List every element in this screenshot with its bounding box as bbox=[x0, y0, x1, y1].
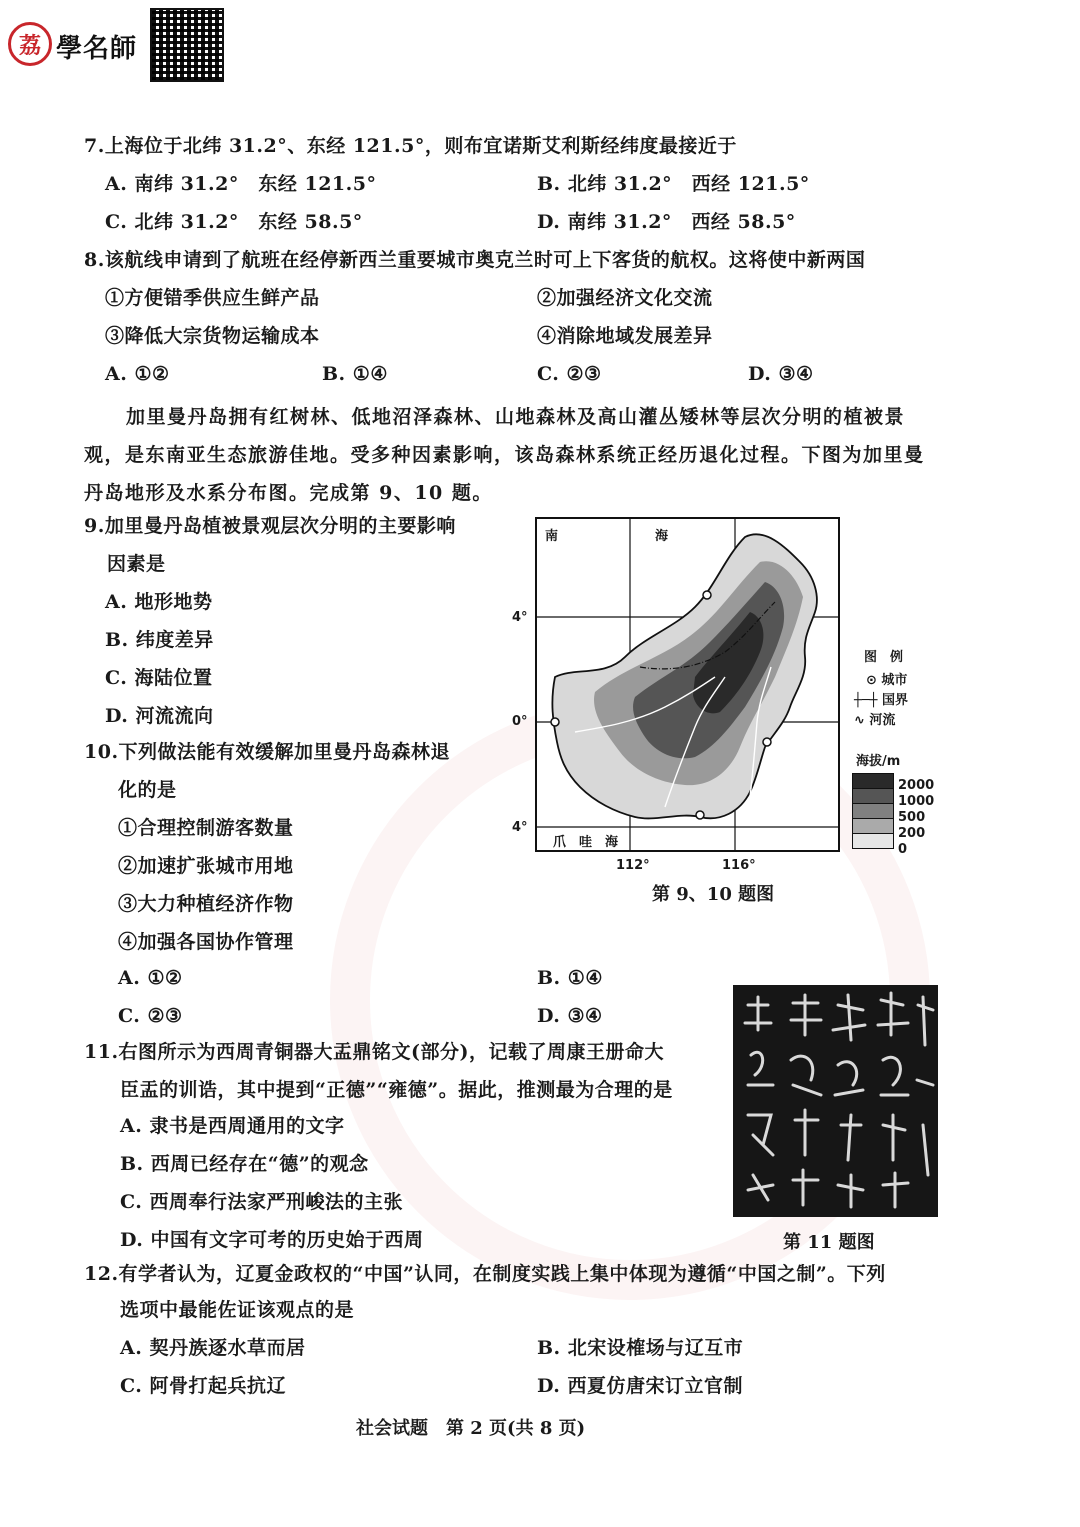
kalimantan-map bbox=[535, 517, 840, 852]
q8-statement-3: ③降低大宗货物运输成本 bbox=[105, 325, 320, 347]
glyph-stroke bbox=[835, 1062, 863, 1095]
glyph-stroke bbox=[881, 1057, 908, 1095]
q9-stem-line1: 9.加里曼丹岛植被景观层次分明的主要影响 bbox=[84, 515, 456, 537]
lon-label-116: 116° bbox=[722, 858, 756, 873]
bronze-inscription-image bbox=[733, 985, 938, 1217]
q10-option-a: A. ①② bbox=[118, 967, 183, 989]
q9-stem-line2: 因素是 bbox=[107, 553, 166, 575]
brand-name: 學名師 bbox=[56, 34, 138, 64]
q12-option-d: D. 西夏仿唐宋订立官制 bbox=[537, 1375, 744, 1397]
city-marker bbox=[696, 811, 704, 819]
logo-glyph: 荔 bbox=[18, 32, 41, 59]
q10-statement-3: ③大力种植经济作物 bbox=[118, 893, 294, 915]
inscription-glyphs bbox=[733, 985, 938, 1217]
legend-border-label: 国界 bbox=[882, 693, 909, 708]
q7-stem: 7.上海位于北纬 31.2°、东经 121.5°，则布宜诺斯艾利斯经纬度最接近于 bbox=[84, 135, 737, 157]
map-caption: 第 9、10 题图 bbox=[652, 884, 775, 905]
city-marker bbox=[551, 718, 559, 726]
q8-statement-1: ①方便错季供应生鲜产品 bbox=[105, 287, 320, 309]
glyph-stroke bbox=[791, 1056, 821, 1095]
q11-stem-line2: 臣盂的训诰，其中提到“正德”“雍德”。据此，推测最为合理的是 bbox=[120, 1079, 673, 1101]
q9-option-c: C. 海陆位置 bbox=[105, 667, 213, 689]
q10-option-c: C. ②③ bbox=[118, 1005, 183, 1027]
glyph-stroke bbox=[745, 997, 771, 1030]
brand-logo bbox=[8, 22, 52, 66]
glyph-stroke bbox=[883, 1173, 908, 1207]
q7-option-c: C. 北纬 31.2° 东经 58.5° bbox=[105, 211, 363, 233]
q10-statement-4: ④加强各国协作管理 bbox=[118, 931, 294, 953]
q12-option-b: B. 北宋设榷场与辽互市 bbox=[537, 1337, 744, 1359]
q9-option-b: B. 纬度差异 bbox=[105, 629, 214, 651]
lat-label-4s: 4° bbox=[512, 820, 528, 835]
q7-option-a: A. 南纬 31.2° 东经 121.5° bbox=[105, 173, 377, 195]
q8-statement-2: ②加强经济文化交流 bbox=[537, 287, 713, 309]
q12-stem-line1: 12.有学者认为，辽夏金政权的“中国”认同，在制度实践上集中体现为遵循“中国之制”。下列 bbox=[84, 1263, 886, 1285]
glyph-stroke bbox=[791, 995, 821, 1035]
glyph-stroke bbox=[748, 1115, 773, 1155]
glyph-stroke bbox=[793, 1170, 818, 1205]
legend-city-label: 城市 bbox=[881, 673, 908, 688]
glyph-stroke bbox=[795, 1110, 818, 1155]
elevation-labels bbox=[898, 778, 934, 858]
city-marker bbox=[763, 738, 771, 746]
elevation-scale bbox=[852, 774, 894, 849]
q8-option-a: A. ①② bbox=[105, 363, 170, 385]
map-svg bbox=[535, 517, 840, 852]
q9-option-d: D. 河流流向 bbox=[105, 705, 214, 727]
q11-option-b: B. 西周已经存在“德”的观念 bbox=[120, 1153, 369, 1175]
q10-statement-2: ②加速扩张城市用地 bbox=[118, 855, 294, 877]
sea-label-nan: 南 bbox=[545, 529, 559, 544]
q7-option-d: D. 南纬 31.2° 西经 58.5° bbox=[537, 211, 796, 233]
elevation-title: 海拔/m bbox=[856, 754, 901, 769]
glyph-stroke bbox=[841, 1115, 861, 1160]
river-icon: ∿ bbox=[854, 713, 870, 728]
sea-label-hai: 海 bbox=[655, 529, 669, 544]
q10-stem-line1: 10.下列做法能有效缓解加里曼丹岛森林退 bbox=[84, 741, 451, 763]
sea-label-java: 爪 哇 海 bbox=[553, 835, 619, 850]
q8-option-b: B. ①④ bbox=[322, 363, 388, 385]
elevation-swatch bbox=[852, 773, 894, 789]
lon-label-112: 112° bbox=[616, 858, 650, 873]
elev-0: 0 bbox=[898, 842, 908, 857]
glyph-stroke bbox=[838, 1175, 863, 1207]
q12-option-c: C. 阿骨打起兵抗辽 bbox=[120, 1375, 287, 1397]
q11-option-d: D. 中国有文字可考的历史始于西周 bbox=[120, 1229, 424, 1251]
glyph-stroke bbox=[878, 993, 908, 1035]
elevation-swatch bbox=[852, 833, 894, 849]
legend-city bbox=[866, 669, 907, 688]
inscription-caption: 第 11 题图 bbox=[783, 1232, 875, 1253]
elevation-swatch bbox=[852, 803, 894, 819]
q8-statement-4: ④消除地域发展差异 bbox=[537, 325, 713, 347]
elevation-swatch bbox=[852, 788, 894, 804]
elev-2000: 2000 bbox=[898, 778, 935, 793]
city-icon: ⊙ bbox=[866, 673, 882, 688]
q8-stem: 8.该航线申请到了航班在经停新西兰重要城市奥克兰时可上下客货的航权。这将使中新两国 bbox=[84, 249, 866, 271]
q10-statement-1: ①合理控制游客数量 bbox=[118, 817, 294, 839]
q10-option-b: B. ①④ bbox=[537, 967, 603, 989]
q9-option-a: A. 地形地势 bbox=[105, 591, 213, 613]
q11-option-a: A. 隶书是西周通用的文字 bbox=[120, 1115, 345, 1137]
legend-river bbox=[854, 709, 895, 728]
page-footer: 社会试题 第 2 页(共 8 页) bbox=[356, 1418, 586, 1439]
q12-option-a: A. 契丹族逐水草而居 bbox=[120, 1337, 306, 1359]
glyph-stroke bbox=[883, 1115, 905, 1160]
q8-option-c: C. ②③ bbox=[537, 363, 602, 385]
elevation-swatches bbox=[852, 773, 894, 849]
legend-border bbox=[854, 689, 908, 708]
q11-option-c: C. 西周奉行法家严刑峻法的主张 bbox=[120, 1191, 404, 1213]
elev-1000: 1000 bbox=[898, 794, 935, 809]
glyph-stroke bbox=[833, 995, 865, 1040]
glyph-stroke bbox=[748, 1175, 773, 1200]
q10-option-d: D. ③④ bbox=[537, 1005, 603, 1027]
q12-stem-line2: 选项中最能佐证该观点的是 bbox=[120, 1299, 355, 1321]
elev-500: 500 bbox=[898, 810, 926, 825]
elevation-swatch bbox=[852, 818, 894, 834]
legend-title: 图 例 bbox=[864, 650, 904, 665]
glyph-stroke bbox=[917, 997, 933, 1175]
q7-option-b: B. 北纬 31.2° 西经 121.5° bbox=[537, 173, 810, 195]
lat-label-4n: 4° bbox=[512, 610, 528, 625]
city-marker bbox=[703, 591, 711, 599]
lat-label-0: 0° bbox=[512, 714, 528, 729]
elev-200: 200 bbox=[898, 826, 926, 841]
border-icon: ┼─┼ bbox=[854, 693, 883, 708]
q10-stem-line2: 化的是 bbox=[118, 779, 177, 801]
material-9-10: 加里曼丹岛拥有红树林、低地沼泽森林、山地森林及高山灌丛矮林等层次分明的植被景观，是东南亚生态旅游佳地。受多种因素影响，该岛森林系统正经历退化过程。下图为加里曼丹岛地形及水系分布图。完成第 9、10 题。 bbox=[84, 406, 925, 504]
legend-river-label: 河流 bbox=[869, 713, 896, 728]
glyph-stroke bbox=[748, 1052, 773, 1085]
q8-option-d: D. ③④ bbox=[748, 363, 814, 385]
q11-stem-line1: 11.右图所示为西周青铜器大盂鼎铭文(部分)，记载了周康王册命大 bbox=[84, 1041, 665, 1063]
qr-code-icon bbox=[150, 8, 224, 82]
